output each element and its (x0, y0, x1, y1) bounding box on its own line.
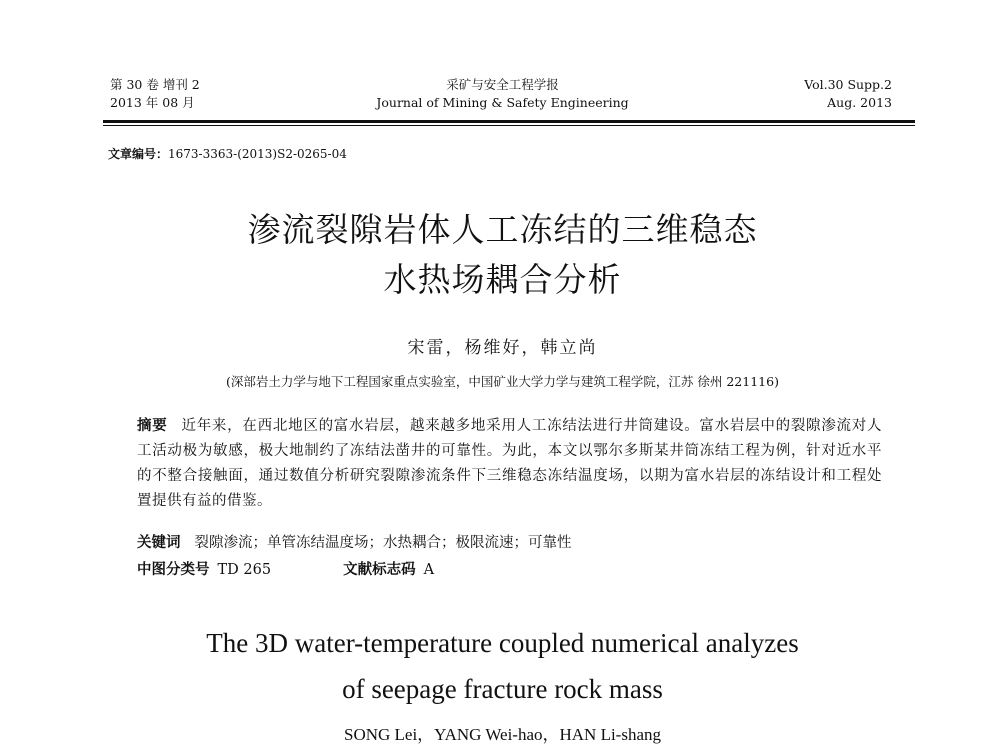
doc-code-value: A (423, 562, 435, 578)
journal-name-cn: 采矿与安全工程学报 (446, 77, 559, 92)
abstract-text: 近年来，在西北地区的富水岩层，越来越多地采用人工冻结法进行井筒建设。富水岩层中的裂隙渗流对人工活动极为敏感，极大地制约了冻结法凿井的可靠性。为此，本文以鄂尔多斯某井筒冻结工程为例，针对近水平的不整合接触面，通过数值分析研究裂隙渗流条件下三维稳态冻结温度场，以期为富水岩层的冻结设计和工程处置提供有益的借鉴。 (137, 418, 882, 509)
abstract-label: 摘要 (137, 418, 168, 434)
article-number-value: 1673-3363-(2013)S2-0265-04 (168, 147, 347, 161)
header-date-en: Aug. 2013 (827, 95, 892, 110)
authors-en: SONG Lei，YANG Wei-hao，HAN Li-shang (343, 725, 662, 744)
keywords-label: 关键词 (137, 535, 181, 551)
title-en-line2: of seepage fracture rock mass (342, 674, 663, 704)
title-cn-line2: 水热场耦合分析 (383, 260, 622, 299)
article-number-label: 文章编号： (108, 147, 169, 161)
classification (137, 558, 434, 579)
journal-name-en: Journal of Mining & Safety Engineering (376, 95, 629, 110)
header-volume: 第 30 卷 增刊 2 (110, 77, 200, 92)
title-en (0, 620, 1000, 712)
abstract (137, 414, 882, 514)
header-vol-supp: Vol.30 Supp.2 (804, 77, 892, 92)
authors-cn: 宋雷，杨维好，韩立尚 (407, 338, 598, 358)
header-rule-thick (103, 120, 915, 123)
article-number (108, 145, 347, 162)
header-volume-en (804, 76, 892, 112)
keywords (137, 531, 572, 552)
clc-label: 中图分类号 (137, 562, 210, 578)
keywords-text: 裂隙渗流；单管冻结温度场；水热耦合；极限流速；可靠性 (194, 535, 572, 551)
affiliation-cn: (深部岩土力学与地下工程国家重点实验室，中国矿业大学力学与建筑工程学院，江苏 徐州 221116) (226, 374, 779, 389)
title-en-line1: The 3D water-temperature coupled numerical analyzes (206, 628, 799, 658)
title-cn-line1: 渗流裂隙岩体人工冻结的三维稳态 (247, 210, 758, 249)
doc-code-label: 文献标志码 (343, 562, 416, 578)
header-date-cn: 2013 年 08 月 (110, 95, 195, 110)
clc-value: TD 265 (217, 562, 272, 578)
title-cn (0, 205, 1000, 305)
header-rule-thin (103, 125, 915, 126)
